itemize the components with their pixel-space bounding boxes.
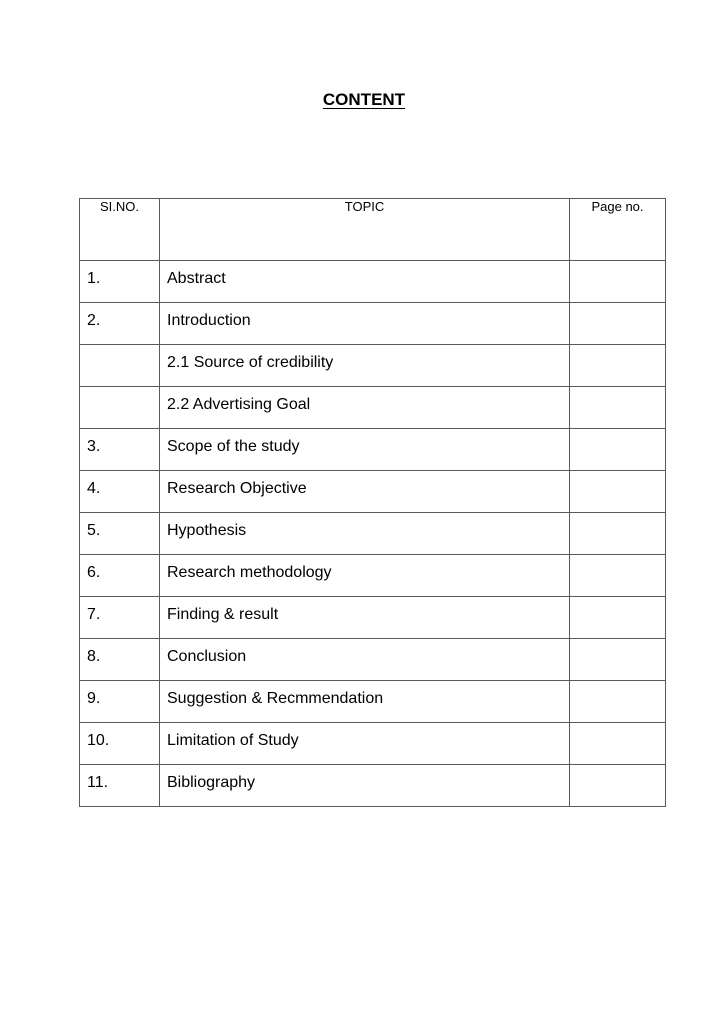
row-page <box>570 429 666 471</box>
header-topic: TOPIC <box>160 199 570 261</box>
row-topic: Abstract <box>160 261 570 303</box>
row-page <box>570 765 666 807</box>
table-row <box>80 639 666 681</box>
table-row <box>80 513 666 555</box>
row-page <box>570 303 666 345</box>
row-page <box>570 597 666 639</box>
page-title: CONTENT <box>322 90 406 109</box>
row-number: 5. <box>80 513 160 555</box>
row-topic: Research Objective <box>160 471 570 513</box>
row-page <box>570 345 666 387</box>
table-row <box>80 471 666 513</box>
row-topic: Finding & result <box>160 597 570 639</box>
row-topic: 2.1 Source of credibility <box>160 345 570 387</box>
table-row <box>80 261 666 303</box>
header-sl-no: SI.NO. <box>80 199 160 261</box>
row-topic: Introduction <box>160 303 570 345</box>
row-number: 8. <box>80 639 160 681</box>
row-page <box>570 681 666 723</box>
row-page <box>570 723 666 765</box>
row-number: 11. <box>80 765 160 807</box>
row-number: 6. <box>80 555 160 597</box>
table-row <box>80 345 666 387</box>
row-topic: Bibliography <box>160 765 570 807</box>
row-topic: Conclusion <box>160 639 570 681</box>
row-topic: Research methodology <box>160 555 570 597</box>
row-number: 4. <box>80 471 160 513</box>
table-row <box>80 555 666 597</box>
contents-table <box>79 198 666 807</box>
row-page <box>570 387 666 429</box>
row-number: 1. <box>80 261 160 303</box>
table-row <box>80 681 666 723</box>
row-topic: Scope of the study <box>160 429 570 471</box>
row-topic: Hypothesis <box>160 513 570 555</box>
row-number: 3. <box>80 429 160 471</box>
table-row <box>80 303 666 345</box>
row-topic: Limitation of Study <box>160 723 570 765</box>
row-page <box>570 513 666 555</box>
table-row <box>80 429 666 471</box>
row-page <box>570 471 666 513</box>
row-page <box>570 639 666 681</box>
row-page <box>570 555 666 597</box>
table-row <box>80 597 666 639</box>
row-page <box>570 261 666 303</box>
row-number: 7. <box>80 597 160 639</box>
row-topic: Suggestion & Recmmendation <box>160 681 570 723</box>
row-number <box>80 387 160 429</box>
table-row <box>80 387 666 429</box>
row-topic: 2.2 Advertising Goal <box>160 387 570 429</box>
table-row <box>80 723 666 765</box>
row-number: 10. <box>80 723 160 765</box>
row-number: 2. <box>80 303 160 345</box>
row-number: 9. <box>80 681 160 723</box>
row-number <box>80 345 160 387</box>
header-page-no: Page no. <box>570 199 666 261</box>
table-header-row <box>80 199 666 261</box>
table-row <box>80 765 666 807</box>
